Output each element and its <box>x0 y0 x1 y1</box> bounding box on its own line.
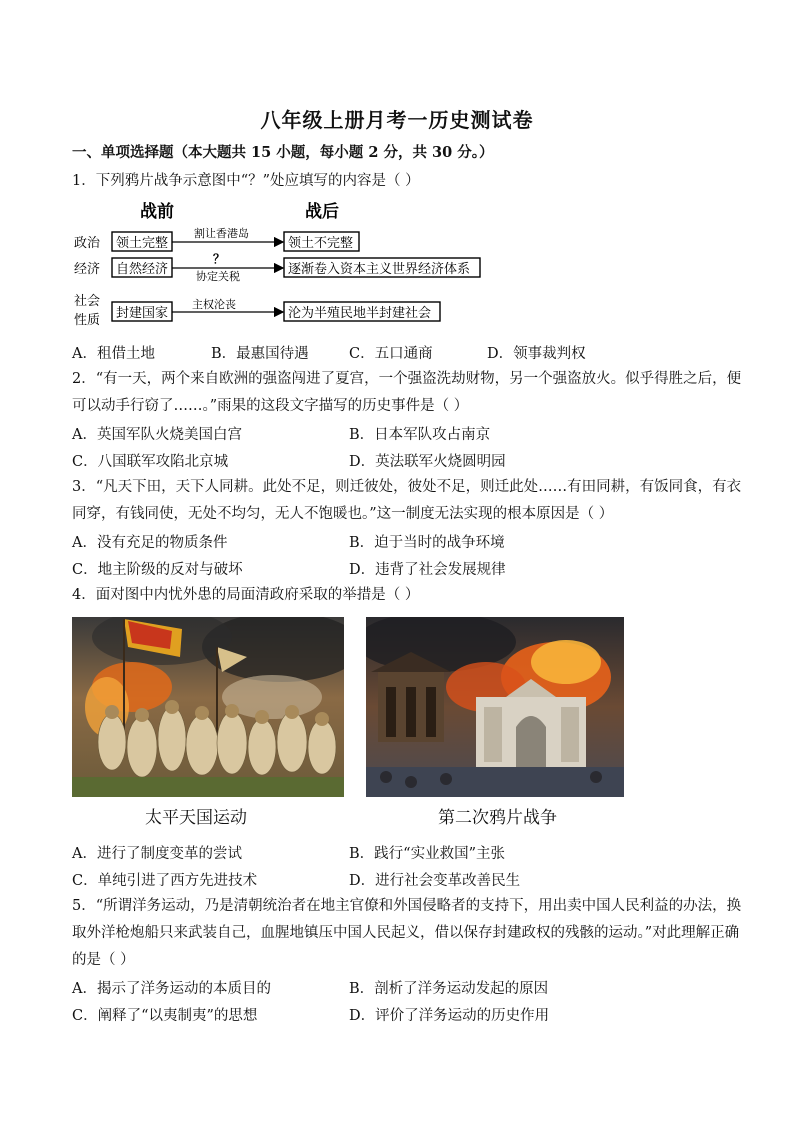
q5-option-a: A．揭示了洋务运动的本质目的 <box>72 981 271 997</box>
box-before-society-text: 封建国家 <box>116 306 169 321</box>
question-1-stem: 1．下列鸦片战争示意图中“？”处应填写的内容是（ ） <box>72 173 420 189</box>
q1-option-d: D．领事裁判权 <box>487 346 586 362</box>
yuanmingyuan-image <box>366 617 624 797</box>
q5-option-c: C．阐释了“以夷制夷”的思想 <box>72 1008 258 1024</box>
question-5-line1: 5．“所谓洋务运动，乃是清朝统治者在地主官僚和外国侵略者的支持下，用出卖中国人民利益的办法，换 <box>72 898 742 914</box>
q1-option-a: A．租借土地 <box>72 346 155 362</box>
q3-option-c: C．地主阶级的反对与破坏 <box>72 562 243 578</box>
row-label-society-2: 性质 <box>74 313 101 328</box>
question-5-line2: 取外洋枪炮船只来武装自己，血腥地镇压中国人民起义，借以保存封建政权的残骸的运动。”对此理解正确 <box>72 925 740 941</box>
q5-option-b: B．剖析了洋务运动发起的原因 <box>349 981 549 997</box>
row-label-politics: 政治 <box>74 236 101 251</box>
q2-option-b: B．日本军队攻占南京 <box>349 427 491 443</box>
question-2-line1: 2．“有一天，两个来自欧洲的强盗闯进了夏宫，一个强盗洗劫财物，另一个强盗放火。似乎得胜之后，便 <box>72 371 742 387</box>
q5-option-d: D．评价了洋务运动的历史作用 <box>349 1008 550 1024</box>
taiping-image <box>72 617 344 797</box>
question-4-stem: 4．面对图中内忧外患的局面清政府采取的举措是（ ） <box>72 587 420 603</box>
q4-option-d: D．进行社会变革改善民生 <box>349 873 521 889</box>
col-after-heading: 战后 <box>305 202 339 222</box>
row-label-society-1: 社会 <box>74 294 101 309</box>
arrow-label-economy-question: ？ <box>213 252 226 266</box>
arrow-label-politics: 割让香港岛 <box>194 227 249 240</box>
question-3-line1: 3．“凡天下田，天下人同耕。此处不足，则迁彼处，彼处不足，则迁此处……有田同耕，有饭同食，有衣 <box>72 479 742 495</box>
q2-option-a: A．英国军队火烧美国白宫 <box>72 427 242 443</box>
q4-option-c: C．单纯引进了西方先进技术 <box>72 873 258 889</box>
caption-second-opium-war: 第二次鸦片战争 <box>438 808 557 828</box>
caption-taiping: 太平天国运动 <box>145 808 247 828</box>
q3-option-a: A．没有充足的物质条件 <box>72 535 228 551</box>
question-3-line2: 同穿，有钱同使，无处不均匀，无人不饱暖也。”这一制度无法实现的根本原因是（ ） <box>72 506 614 522</box>
question-2-line2: 可以动手行窃了……。”雨果的这段文字描写的历史事件是（ ） <box>72 398 469 414</box>
q4-option-b: B．践行“实业救国”主张 <box>349 846 505 862</box>
q3-option-d: D．违背了社会发展规律 <box>349 562 506 578</box>
q2-option-c: C．八国联军攻陷北京城 <box>72 454 229 470</box>
q2-option-d: D．英法联军火烧圆明园 <box>349 454 506 470</box>
q1-option-c: C．五口通商 <box>349 346 433 362</box>
col-before-heading: 战前 <box>140 202 174 222</box>
q4-option-a: A．进行了制度变革的尝试 <box>72 846 242 862</box>
q1-option-b: B．最惠国待遇 <box>211 346 309 362</box>
question-5-line3: 的是（ ） <box>72 952 135 968</box>
box-after-politics-text: 领土不完整 <box>288 236 354 251</box>
box-after-economy-text: 逐渐卷入资本主义世界经济体系 <box>288 262 471 277</box>
arrow-label-society: 主权沦丧 <box>192 298 236 311</box>
box-before-economy-text: 自然经济 <box>116 262 169 277</box>
box-before-politics-text: 领土完整 <box>116 236 169 251</box>
section-heading: 一、单项选择题（本大题共 15 小题，每小题 2 分，共 30 分。） <box>72 144 494 161</box>
arrow-sublabel-economy: 协定关税 <box>196 270 240 283</box>
q3-option-b: B．迫于当时的战争环境 <box>349 535 505 551</box>
opium-war-diagram <box>72 196 492 331</box>
page-title: 八年级上册月考一历史测试卷 <box>260 108 534 132</box>
row-label-economy: 经济 <box>74 262 101 277</box>
box-after-society-text: 沦为半殖民地半封建社会 <box>288 306 432 321</box>
